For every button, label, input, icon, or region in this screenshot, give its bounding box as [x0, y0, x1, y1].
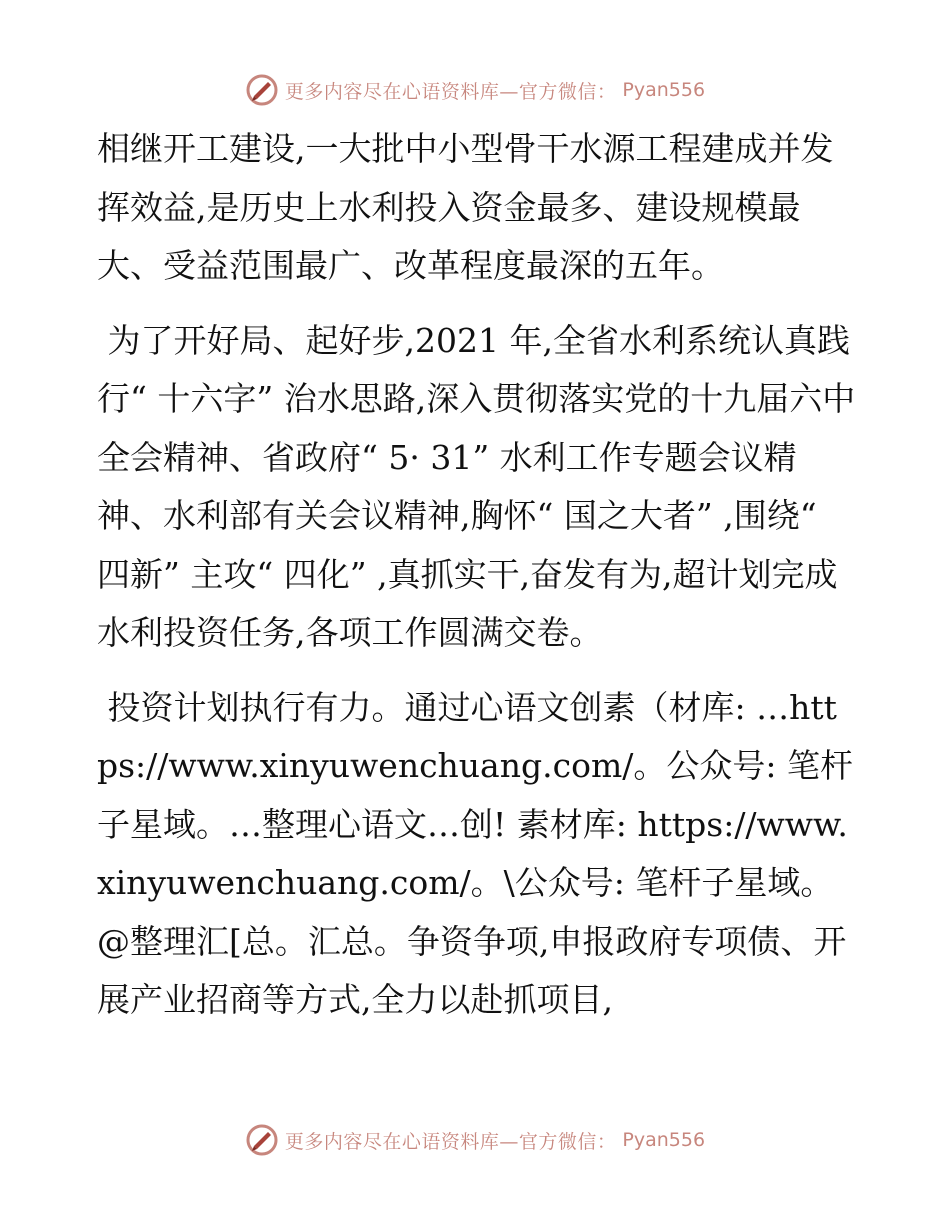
footer-wechat-id: Pyan556 — [622, 1129, 706, 1151]
footer-watermark-banner — [0, 1120, 950, 1160]
footer-banner-text: 更多内容尽在心语资料库—官方微信： — [284, 1130, 617, 1153]
brand-logo-icon — [245, 1123, 279, 1157]
brand-logo-icon — [245, 73, 279, 107]
header-banner-text: 更多内容尽在心语资料库—官方微信： — [284, 80, 617, 103]
header-watermark-banner — [0, 70, 950, 110]
header-wechat-id: Pyan556 — [622, 79, 706, 101]
body-paragraph-2: 为了开好局、起好步,2021 年,全省水利系统认真践行“ 十六字” 治水思路,深入贯彻落实党的十九届六中全会精神、省政府“ 5· 31” 水利工作专题会议精神、水利部有关会议精神,胸怀“ 国之大者” ,围绕“ 四新” 主攻“ 四化” ,真抓实干,奋发有为,超计划完成水利投资任务,各项工作圆满交卷。 — [97, 320, 856, 652]
body-paragraph-1: 相继开工建设,一大批中小型骨干水源工程建成并发挥效益,是历史上水利投入资金最多、建设规模最大、受益范围最广、改革程度最深的五年。 — [97, 129, 834, 285]
document-body — [97, 120, 857, 1030]
body-paragraph-3: 投资计划执行有力。通过心语文创素（材库: …https://www.xinyuwenchuang.com/。公众号: 笔杆子星域。…整理心语文…创! 素材库: https://www.xinyuwenchuang.com/。\公众号: 笔杆子星域。@整理汇[总。汇总。争资争项,申报政府专项债、开展产业招商等方式,全力以赴抓项目, — [97, 687, 853, 1019]
